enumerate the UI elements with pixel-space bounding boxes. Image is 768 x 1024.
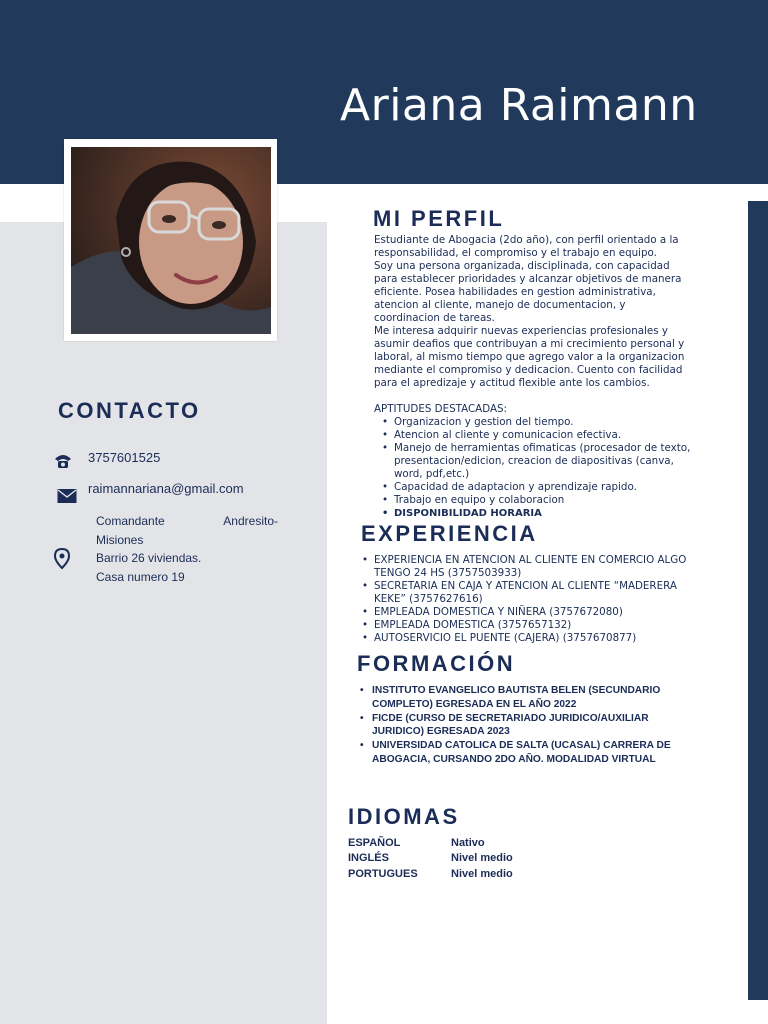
language-name: INGLÉS [348, 852, 389, 864]
profile-paragraph-2: Soy una persona organizada, disciplinada, con capacidad para establecer prioridades y alcanzar objetivos de manera eficiente. Posea habilidades en gestion administrativa, atencion al cliente, manejo de documentacion, y coordinacion de tareas. [374, 260, 682, 324]
phone-number[interactable]: 3757601525 [88, 450, 161, 465]
phone-icon [53, 451, 73, 471]
right-accent-bar [748, 201, 768, 1000]
candidate-name: Ariana Raimann [340, 80, 698, 131]
left-panel [0, 222, 327, 1024]
list-item: • EXPERIENCIA EN ATENCION AL CLIENTE EN COMERCIO ALGO TENGO 24 HS (3757503933) [374, 554, 690, 580]
profile-photo-frame [64, 139, 277, 341]
experience-list [374, 554, 690, 645]
address-line-3: Barrio 26 viviendas. [96, 551, 202, 565]
language-level: Nativo [451, 837, 485, 849]
education-list [372, 684, 692, 767]
address-line-2: Misiones [96, 532, 144, 547]
address-block [96, 512, 278, 586]
language-level: Nivel medio [451, 868, 513, 880]
list-item: • UNIVERSIDAD CATOLICA DE SALTA (UCASAL) CARRERA DE ABOGACIA, CURSANDO 2DO AÑO. MODALIDAD VIRTUAL [372, 739, 692, 767]
skills-list [394, 416, 694, 520]
language-level: Nivel medio [451, 852, 513, 864]
profile-paragraph-1: Estudiante de Abogacia (2do año), con perfil orientado a la responsabilidad, el compromiso y el trabajo en equipo. [374, 234, 679, 259]
profile-summary [374, 234, 694, 390]
list-item: • DISPONIBILIDAD HORARIA [394, 507, 694, 520]
list-item: • Trabajo en equipo y colaboracion [394, 494, 694, 507]
list-item: • Capacidad de adaptacion y aprendizaje rapido. [394, 481, 694, 494]
list-item: • SECRETARIA EN CAJA Y ATENCION AL CLIENTE “MADERERA KEKE” (3757627616) [374, 580, 690, 606]
language-name: ESPAÑOL [348, 837, 401, 849]
list-item: • FICDE (CURSO DE SECRETARIADO JURIDICO/AUXILIAR JURIDICO) EGRESADA 2023 [372, 712, 692, 740]
contact-heading: CONTACTO [58, 398, 201, 423]
list-item: • Organizacion y gestion del tiempo. [394, 416, 694, 429]
location-pin-icon [53, 548, 71, 570]
portrait-illustration [71, 147, 271, 334]
education-heading: FORMACIÓN [357, 651, 516, 676]
list-item: • INSTITUTO EVANGELICO BAUTISTA BELEN (SECUNDARIO COMPLETO) EGRESADA EN EL AÑO 2022 [372, 684, 692, 712]
language-name: PORTUGUES [348, 868, 418, 880]
address-line-4: Casa numero 19 [96, 569, 185, 584]
profile-heading: MI PERFIL [373, 206, 505, 231]
profile-paragraph-3: Me interesa adquirir nuevas experiencias profesionales y asumir deafios que contribuyan a mi crecimiento personal y laboral, al mismo tiempo que agrego valor a la organizacion mediante el compromiso y dedicacion. Cuento con facilidad para el apredizaje y actitud flexible ante los cambios. [374, 325, 685, 389]
list-item: • Manejo de herramientas ofimaticas (procesador de texto, presentacion/edicion, creacion de diapositivas (canva, word, pdf,etc.) [394, 442, 694, 481]
list-item: • Atencion al cliente y comunicacion efectiva. [394, 429, 694, 442]
address-line-1-right: Andresito- [223, 514, 278, 528]
email-address[interactable]: raimannariana@gmail.com [88, 481, 244, 496]
skills-heading: APTITUDES DESTACADAS: [374, 403, 508, 415]
mail-icon [57, 488, 77, 504]
experience-heading: EXPERIENCIA [361, 521, 538, 546]
list-item: • EMPLEADA DOMESTICA Y NIÑERA (3757672080) [374, 606, 690, 619]
list-item: • EMPLEADA DOMESTICA (3757657132) [374, 619, 690, 632]
address-line-1-left: Comandante [96, 514, 165, 528]
list-item: • AUTOSERVICIO EL PUENTE (CAJERA) (3757670877) [374, 632, 690, 645]
languages-heading: IDIOMAS [348, 804, 460, 829]
profile-photo [71, 147, 271, 334]
